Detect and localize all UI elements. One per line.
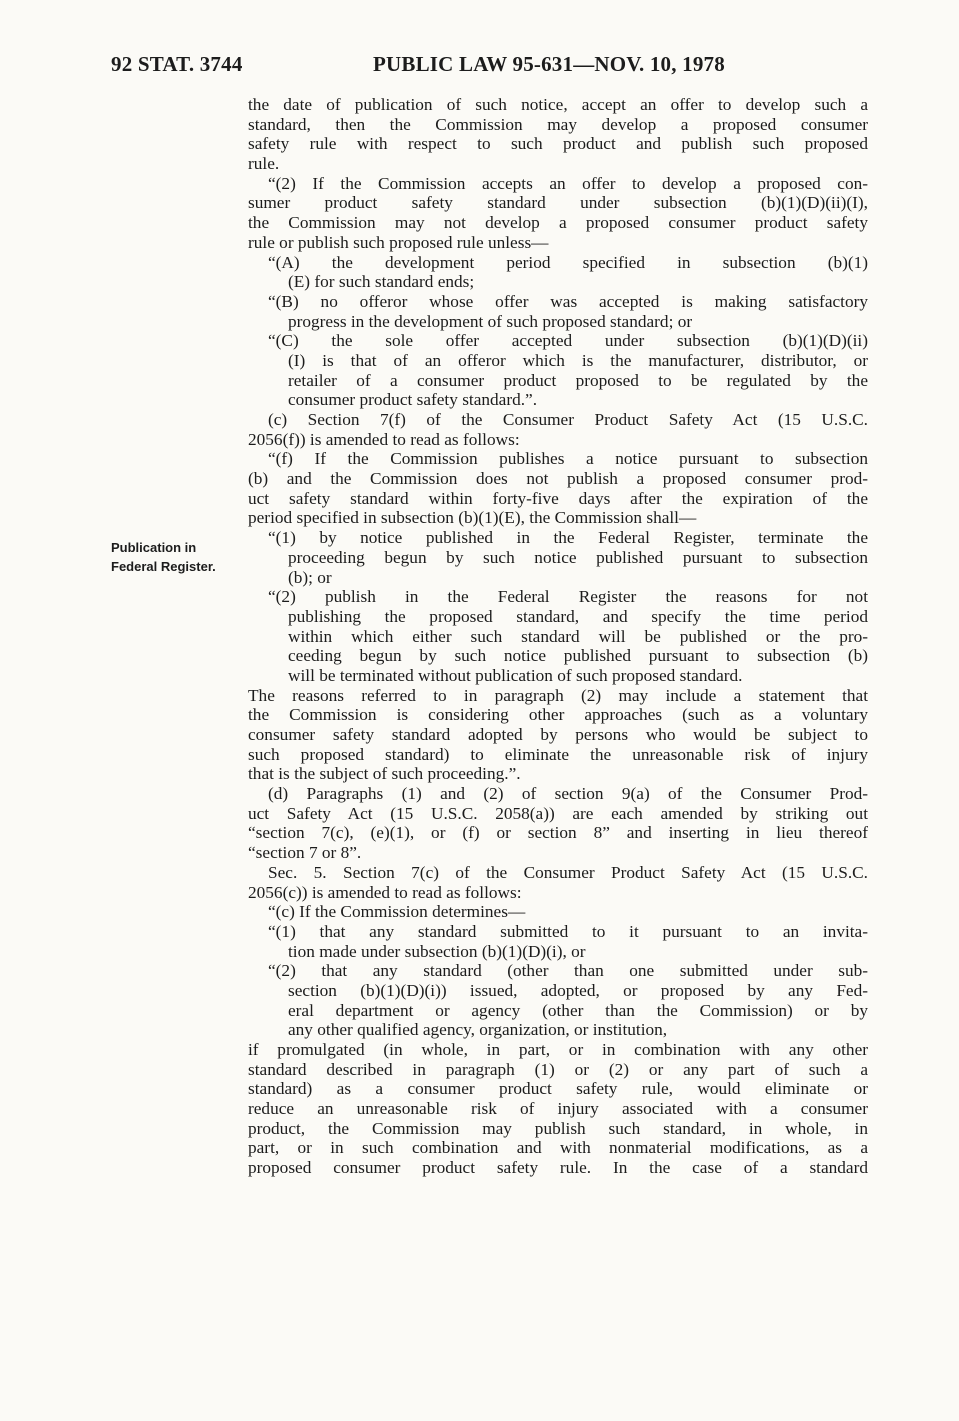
text-line: “(C) the sole offer accepted under subsection (b)(1)(D)(ii) <box>268 331 868 351</box>
margin-note-line: Federal Register. <box>111 559 216 574</box>
text-line: within which either such standard will be published or the pro- <box>288 626 868 646</box>
text-line: The reasons referred to in paragraph (2) may include a statement that <box>248 685 868 705</box>
text-line: the date of publication of such notice, accept an offer to develop such a <box>248 95 868 114</box>
text-line: “(1) by notice published in the Federal Register, terminate the <box>268 528 868 548</box>
text-line: progress in the development of such proposed standard; or <box>288 311 693 331</box>
text-line: uct Safety Act (15 U.S.C. 2058(a)) are each amended by striking out <box>248 803 868 823</box>
text-line: proposed consumer product safety rule. In the case of a standard <box>248 1158 868 1178</box>
text-line: eral department or agency (other than the Commission) or by <box>288 1000 868 1020</box>
text-line: standard, then the Commission may develop a proposed consumer <box>248 114 868 134</box>
text-line: “section 7(c), (e)(1), or (f) or section 8” and inserting in lieu thereof <box>248 823 868 843</box>
text-line: “(2) that any standard (other than one submitted under sub- <box>268 961 868 981</box>
text-line: rule. <box>248 154 280 174</box>
text-line: consumer safety standard adopted by persons who would be subject to <box>248 725 868 744</box>
text-line: uct safety standard within forty-five days after the expiration of the <box>248 488 868 508</box>
text-line: product, the Commission may publish such standard, in whole, in <box>248 1118 868 1138</box>
text-line: (I) is that of an offeror which is the manufacturer, distributor, or <box>288 350 868 370</box>
text-line: “(A) the development period specified in subsection (b)(1) <box>268 252 868 272</box>
text-line: part, or in such combination and with nonmaterial modifications, as a <box>248 1138 868 1158</box>
text-line: “(2) publish in the Federal Register the reasons for not <box>268 587 868 607</box>
margin-note <box>111 538 216 576</box>
text-line: 2056(f)) is amended to read as follows: <box>248 429 520 449</box>
text-line: sumer product safety standard under subsection (b)(1)(D)(ii)(I), <box>248 193 868 213</box>
text-line: safety rule with respect to such product and publish such proposed <box>248 134 868 154</box>
text-line: that is the subject of such proceeding.”. <box>248 764 521 784</box>
text-line: proceeding begun by such notice published pursuant to subsection <box>288 547 868 567</box>
text-line: the Commission is considering other approaches (such as a voluntary <box>248 705 868 725</box>
text-line: ceeding begun by such notice published pursuant to subsection (b) <box>288 646 868 666</box>
text-line: Sec. 5. Section 7(c) of the Consumer Product Safety Act (15 U.S.C. <box>268 862 868 882</box>
page-stat-number: 92 STAT. 3744 <box>111 52 243 76</box>
text-line: (E) for such standard ends; <box>288 272 475 292</box>
body-text <box>248 95 868 1178</box>
text-line: publishing the proposed standard, and specify the time period <box>288 606 868 626</box>
text-line: such proposed standard) to eliminate the unreasonable risk of injury <box>248 744 868 764</box>
text-line: retailer of a consumer product proposed to be regulated by the <box>288 370 868 390</box>
text-line: “(2) If the Commission accepts an offer to develop a proposed con- <box>268 173 868 193</box>
text-line: “section 7 or 8”. <box>248 843 362 863</box>
text-line: rule or publish such proposed rule unless— <box>248 232 549 252</box>
text-line: section (b)(1)(D)(i)) issued, adopted, or proposed by any Fed- <box>288 980 868 1000</box>
text-line: (c) Section 7(f) of the Consumer Product Safety Act (15 U.S.C. <box>268 410 868 429</box>
text-line: standard) as a consumer product safety rule, would eliminate or <box>248 1079 868 1099</box>
text-line: consumer product safety standard.”. <box>288 390 538 410</box>
text-line: will be terminated without publication of such proposed standard. <box>288 665 743 685</box>
text-line: reduce an unreasonable risk of injury associated with a consumer <box>248 1099 868 1119</box>
text-line: (b) and the Commission does not publish a proposed consumer prod- <box>248 469 868 489</box>
page-title: PUBLIC LAW 95-631—NOV. 10, 1978 <box>373 52 725 76</box>
text-line: “(f) If the Commission publishes a notice pursuant to subsection <box>268 449 868 469</box>
text-line: period specified in subsection (b)(1)(E), the Commission shall— <box>248 508 697 528</box>
text-line: “(B) no offeror whose offer was accepted is making satisfactory <box>268 291 868 311</box>
text-line: 2056(c)) is amended to read as follows: <box>248 882 522 902</box>
text-line: standard described in paragraph (1) or (2) or any part of such a <box>248 1059 868 1079</box>
text-line: (b); or <box>288 567 332 587</box>
text-line: tion made under subsection (b)(1)(D)(i), or <box>288 941 586 961</box>
text-line: “(1) that any standard submitted to it pursuant to an invita- <box>268 921 868 941</box>
text-line: the Commission may not develop a proposed consumer product safety <box>248 213 868 233</box>
text-line: any other qualified agency, organization, or institution, <box>288 1020 668 1040</box>
text-line: (d) Paragraphs (1) and (2) of section 9(a) of the Consumer Prod- <box>268 784 868 804</box>
text-line: “(c) If the Commission determines— <box>268 902 526 922</box>
margin-note-line: Publication in <box>111 540 197 555</box>
text-line: if promulgated (in whole, in part, or in combination with any other <box>248 1040 868 1059</box>
